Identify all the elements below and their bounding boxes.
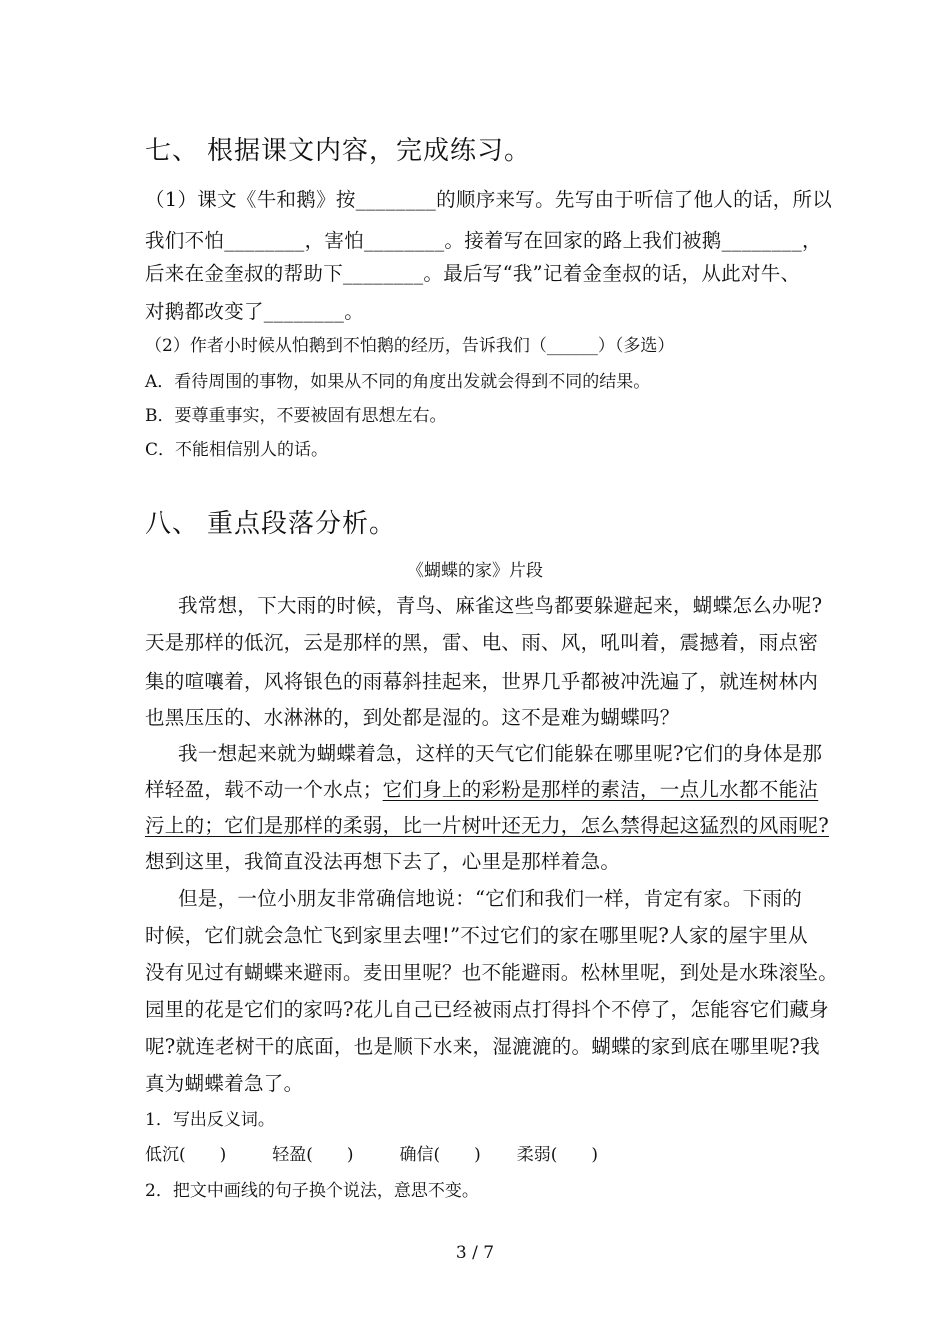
section-7-heading	[145, 130, 531, 167]
section-8-title: 重点段落分析。	[207, 509, 397, 539]
antonym-blank: 轻盈( )	[272, 1145, 354, 1165]
section-7-number: 七、	[145, 136, 200, 166]
q1-line-4: 对鹅都改变了________。	[145, 300, 364, 323]
para3-line-1: 但是，一位小朋友非常确信地说：“它们和我们一样，肯定有家。下雨的	[178, 887, 803, 910]
para3-line-5: 呢?就连老树干的底面，也是顺下水来，湿漉漉的。蝴蝶的家到底在哪里呢?我	[145, 1035, 820, 1058]
passage-title: 《蝴蝶的家》片段	[407, 561, 543, 581]
para2-line-2	[145, 774, 818, 802]
option-b: B．要尊重事实，不要被固有思想左右。	[145, 406, 447, 426]
underlined-sentence-part-1: 它们身上的彩粉是那样的素洁，一点儿水都不能沾	[382, 778, 819, 801]
para3-line-3: 没有见过有蝴蝶来避雨。麦田里呢？也不能避雨。松林里呢，到处是水珠滚坠。	[145, 961, 839, 984]
question-1: 1．写出反义词。	[145, 1110, 275, 1130]
section-7-title: 根据课文内容，完成练习。	[207, 136, 532, 166]
section-8-heading	[145, 503, 396, 540]
para1-line-1: 我常想，下大雨的时候，青鸟、麻雀这些鸟都要躲避起来，蝴蝶怎么办呢?	[178, 594, 823, 617]
para2-line-1: 我一想起来就为蝴蝶着急，这样的天气它们能躲在哪里呢?它们的身体是那	[178, 742, 823, 765]
q1-line-2: 我们不怕________，害怕________。接着写在回家的路上我们被鹅________，	[145, 229, 822, 252]
antonym-blank: 柔弱( )	[516, 1145, 599, 1165]
para3-line-6: 真为蝴蝶着急了。	[145, 1072, 304, 1095]
q2-prompt: （2）作者小时候从怕鹅到不怕鹅的经历，告诉我们（______）（多选）	[145, 336, 675, 356]
option-c: C．不能相信别人的话。	[145, 440, 329, 460]
para1-line-4: 也黑压压的、水淋淋的，到处都是湿的。这不是难为蝴蝶吗？	[145, 706, 680, 729]
para1-line-3: 集的喧嚷着，风将银色的雨幕斜挂起来，世界几乎都被冲洗遍了，就连树林内	[145, 670, 819, 693]
page-number: 3 / 7	[455, 1243, 495, 1263]
antonym-row	[145, 1140, 598, 1165]
para2-line-2-plain: 样轻盈，载不动一个水点；	[145, 778, 383, 801]
para3-line-4: 园里的花是它们的家吗?花儿自己已经被雨点打得抖个不停了，怎能容它们藏身	[145, 998, 829, 1021]
underlined-sentence-part-2: 污上的；它们是那样的柔弱，比一片树叶还无力，怎么禁得起这猛烈的风雨呢?	[145, 814, 829, 837]
option-a: A．看待周围的事物，如果从不同的角度出发就会得到不同的结果。	[145, 372, 651, 392]
para2-line-4: 想到这里，我简直没法再想下去了，心里是那样着急。	[145, 850, 621, 873]
antonym-blank: 确信( )	[399, 1145, 481, 1165]
antonym-blank: 低沉( )	[145, 1145, 227, 1165]
para3-line-2: 时候，它们就会急忙飞到家里去哩!”不过它们的家在哪里呢?人家的屋宇里从	[145, 924, 808, 947]
q1-line-1: （1）课文《牛和鹅》按________的顺序来写。先写由于听信了他人的话，所以	[145, 188, 833, 211]
section-8-number: 八、	[145, 509, 200, 539]
question-2: 2．把文中画线的句子换个说法，意思不变。	[145, 1181, 479, 1201]
q1-line-3: 后来在金奎叔的帮助下________。最后写“我”记着金奎叔的话，从此对牛、	[145, 262, 801, 285]
para1-line-2: 天是那样的低沉，云是那样的黑，雷、电、雨、风，吼叫着，震撼着，雨点密	[145, 631, 819, 654]
